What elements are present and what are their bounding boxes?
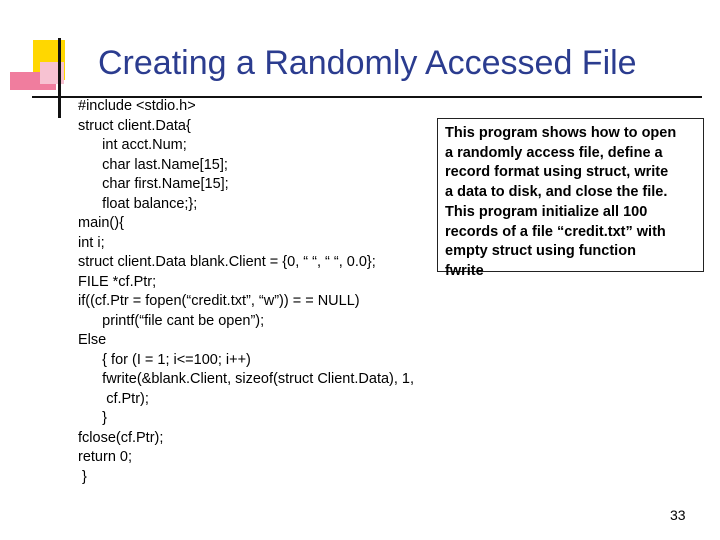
code-line: cf.Ptr); [78,390,149,407]
explanation-line: fwrite [445,262,484,279]
slide-title: Creating a Randomly Accessed File [98,44,637,82]
explanation-line: This program shows how to open [445,125,677,141]
code-line: #include <stdio.h> [78,98,196,114]
code-line: { for (I = 1; i<=100; i++) [78,351,251,368]
code-line: int acct.Num; [78,137,187,153]
explanation-line: This program initialize all 100 [445,203,648,220]
code-line: } [78,468,87,485]
explanation-line: record format using struct, write [445,164,669,181]
code-line: printf(“file cant be open”); [78,312,265,329]
code-line: char last.Name[15]; [78,156,228,173]
code-line: return 0; [78,449,132,465]
page-number: 33 [670,507,686,523]
code-line: FILE *cf.Ptr; [78,273,157,290]
code-line: } [78,410,108,426]
explanation-line: a randomly access file, define a [445,144,663,161]
explanation-line: records of a file “credit.txt” with [445,223,666,240]
code-listing [78,97,458,487]
code-line: char first.Name[15]; [78,176,229,192]
code-line: float balance;}; [78,195,198,212]
code-line: fclose(cf.Ptr); [78,429,164,446]
code-line: struct client.Data blank.Client = {0, “ “, “ “, 0.0}; [78,254,376,270]
code-line: Else [78,332,107,348]
explanation-line: a data to disk, and close the file. [445,184,668,201]
code-line: main(){ [78,215,124,231]
code-line: fwrite(&blank.Client, sizeof(struct Client.Data), 1, [78,371,415,387]
decorative-vertical-rule [58,38,61,118]
code-line: struct client.Data{ [78,117,191,134]
code-line: if((cf.Ptr = fopen(“credit.txt”, “w”)) = = NULL) [78,293,360,309]
code-line: int i; [78,234,105,251]
explanation-box [437,118,704,279]
explanation-line: empty struct using function [445,243,636,260]
